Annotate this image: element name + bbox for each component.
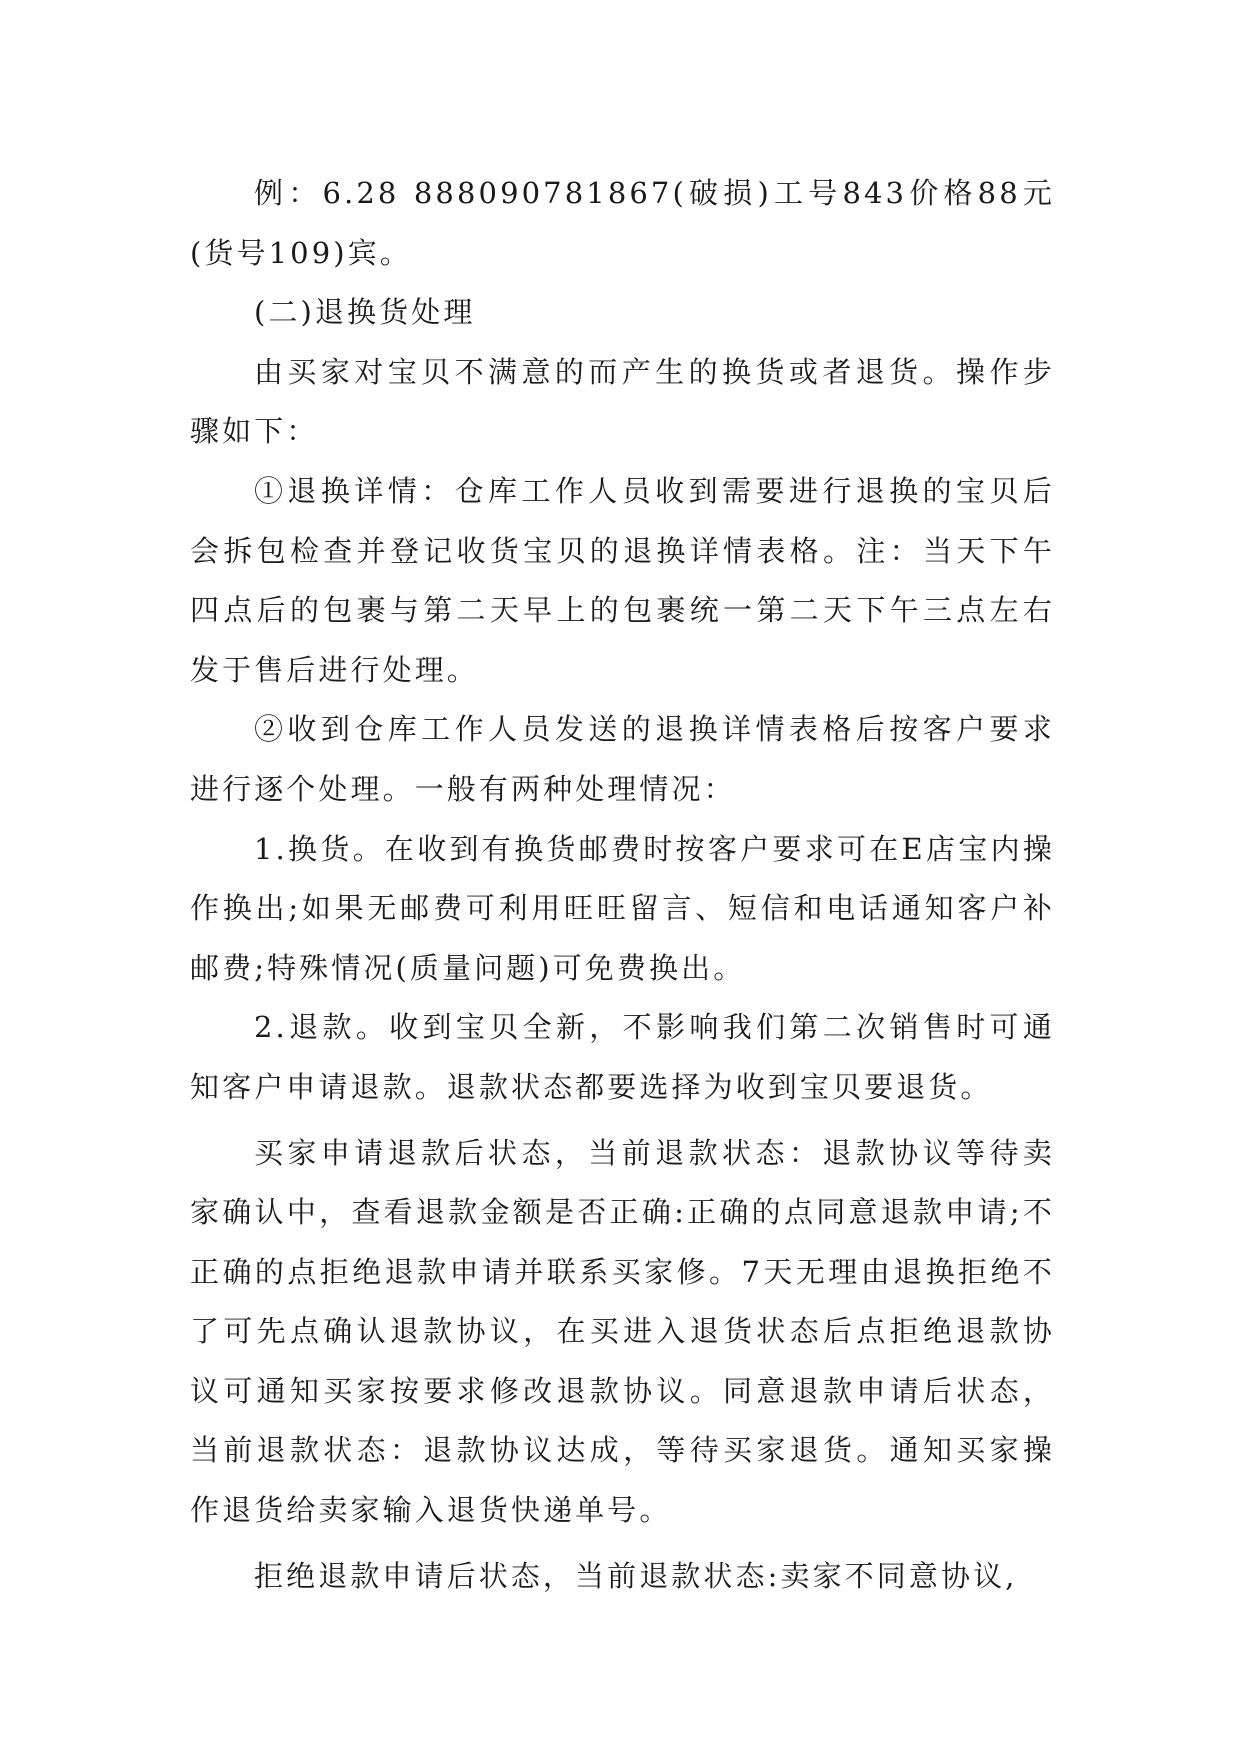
paragraph-refund-rejected: 拒绝退款申请后状态，当前退款状态:卖家不同意协议, [254,1558,1018,1593]
paragraph-refund-status: 买家申请退款后状态，当前退款状态：退款协议等待卖家确认中，查看退款金额是否正确:正确的点同意退款申请;不正确的点拒绝退款申请并联系买家修。7天无理由退换拒绝不了可先点确认退款协议，在买进入退货状态后点拒绝退款协议可通知买家按要求修改退款协议。同意退款申请后状态，当前退款状态：退款协议达成，等待买家退货。通知买家操作退货给卖家输入退货快递单号。 [190,1135,1055,1528]
paragraph-refund: 2.退款。收到宝贝全新，不影响我们第二次销售时可通知客户申请退款。退款状态都要选择为收到宝贝要退货。 [190,1010,1055,1104]
paragraph-intro: 由买家对宝贝不满意的而产生的换货或者退货。操作步骤如下： [190,354,1055,449]
paragraph-example: 例：6.28 888090781867(破损)工号843价格88元(货号109)宾。 [190,176,1055,270]
paragraph-step-1: ①退换详情：仓库工作人员收到需要进行退换的宝贝后会拆包检查并登记收货宝贝的退换详情表格。注：当天下午四点后的包裹与第二天早上的包裹统一第二天下午三点左右发于售后进行处理。 [190,473,1055,687]
section-heading-returns: (二)退换货处理 [254,295,476,330]
document-body [190,164,1055,1606]
paragraph-exchange: 1.换货。在收到有换货邮费时按客户要求可在E店宝内操作换出;如果无邮费可利用旺旺留言、短信和电话通知客户补邮费;特殊情况(质量问题)可免费换出。 [190,831,1055,985]
paragraph-step-2: ②收到仓库工作人员发送的退换详情表格后按客户要求进行逐个处理。一般有两种处理情况： [190,712,1055,806]
